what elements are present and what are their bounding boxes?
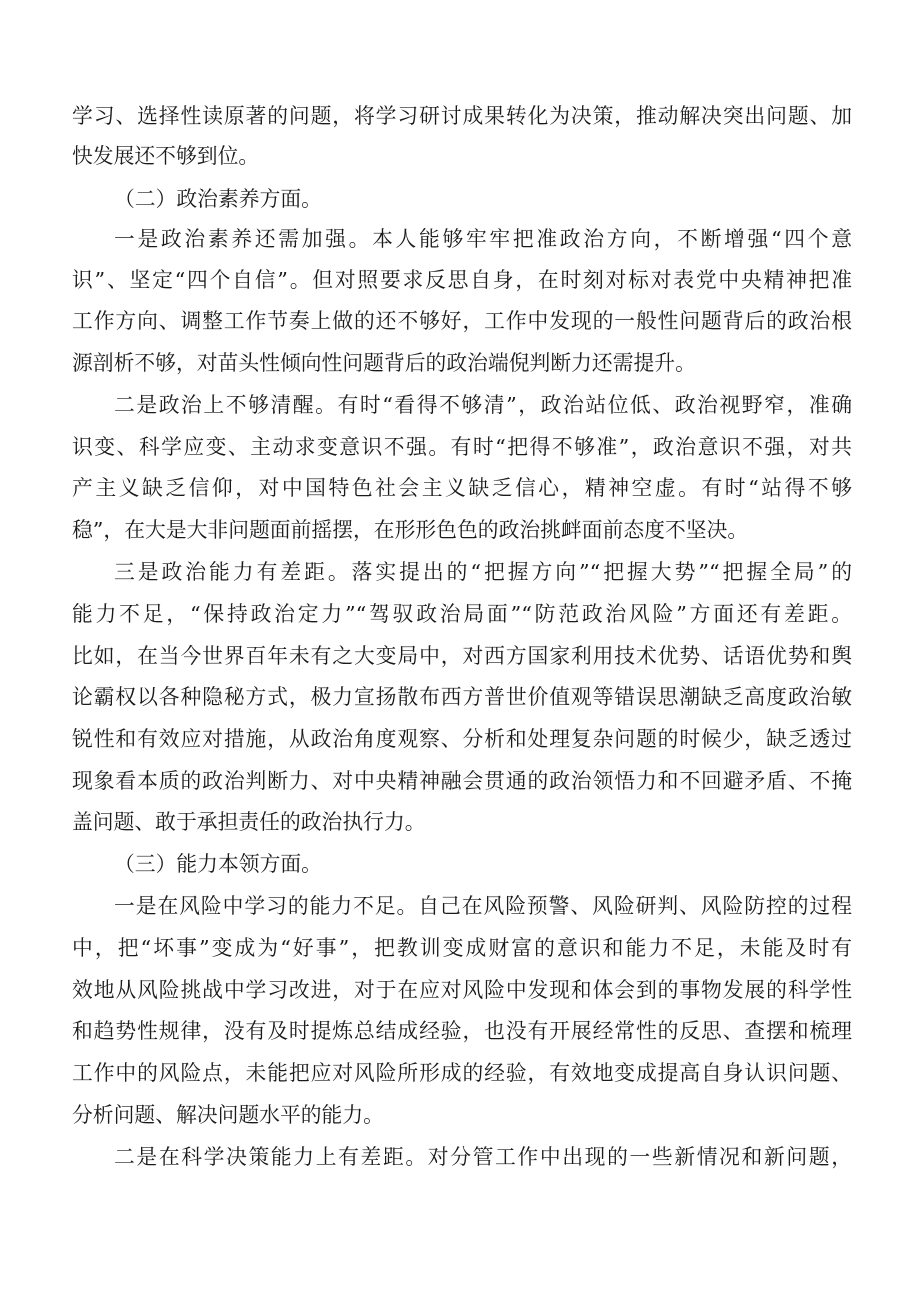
text-line: 工作中的风险点，未能把应对风险所形成的经验，有效地变成提高自身认识问题、 [72,1061,852,1085]
text-line: 分析问题、解决问题水平的能力。 [72,1103,384,1127]
text-line: 锐性和有效应对措施，从政治角度观察、分析和处理复杂问题的时候少，缺乏透过 [72,727,852,751]
text-line: 三是政治能力有差距。落实提出的“把握方向”“把握大势”“把握全局”的 [114,560,852,584]
text-line: 识变、科学应变、主动求变意识不强。有时“把得不够准”，政治意识不强，对共 [72,435,852,459]
text-line: （三）能力本领方面。 [114,852,322,876]
text-line: 工作方向、调整工作节奏上做的还不够好，工作中发现的一般性问题背后的政治根 [72,309,852,333]
text-line: 盖问题、敢于承担责任的政治执行力。 [72,810,426,834]
text-line: 源剖析不够，对苗头性倾向性问题背后的政治端倪判断力还需提升。 [72,351,696,375]
text-line: 中，把“坏事”变成为“好事”，把教训变成财富的意识和能力不足，未能及时有 [72,936,852,960]
text-line: 二是在科学决策能力上有差距。对分管工作中出现的一些新情况和新问题， [114,1145,852,1169]
text-line: 二是政治上不够清醒。有时“看得不够清”，政治站位低、政治视野窄，准确 [114,393,852,417]
text-line: 稳”，在大是大非问题面前摇摆，在形形色色的政治挑衅面前态度不坚决。 [72,518,749,542]
text-line: 效地从风险挑战中学习改进，对于在应对风险中发现和体会到的事物发展的科学性 [72,978,852,1002]
text-line: 比如，在当今世界百年未有之大变局中，对西方国家利用技术优势、话语优势和舆 [72,644,852,668]
text-line: 产主义缺乏信仰，对中国特色社会主义缺乏信心，精神空虚。有时“站得不够 [72,476,852,500]
text-line: 一是在风险中学习的能力不足。自己在风险预警、风险研判、风险防控的过程 [114,894,852,918]
text-line: 识”、坚定“四个自信”。但对照要求反思自身，在时刻对标对表党中央精神把准 [72,268,852,292]
text-line: 快发展还不够到位。 [72,144,260,168]
text-line: 学习、选择性读原著的问题，将学习研讨成果转化为决策，推动解决突出问题、加 [72,104,852,128]
text-line: （二）政治素养方面。 [114,187,322,211]
text-line: 现象看本质的政治判断力、对中央精神融会贯通的政治领悟力和不回避矛盾、不掩 [72,769,852,793]
text-line: 论霸权以各种隐秘方式，极力宣扬散布西方普世价值观等错误思潮缺乏高度政治敏 [72,685,852,709]
text-line: 一是政治素养还需加强。本人能够牢牢把准政治方向，不断增强“四个意 [114,227,852,251]
text-line: 能力不足，“保持政治定力”“驾驭政治局面”“防范政治风险”方面还有差距。 [72,602,852,626]
text-line: 和趋势性规律，没有及时提炼总结成经验，也没有开展经常性的反思、查摆和梳理 [72,1019,852,1043]
